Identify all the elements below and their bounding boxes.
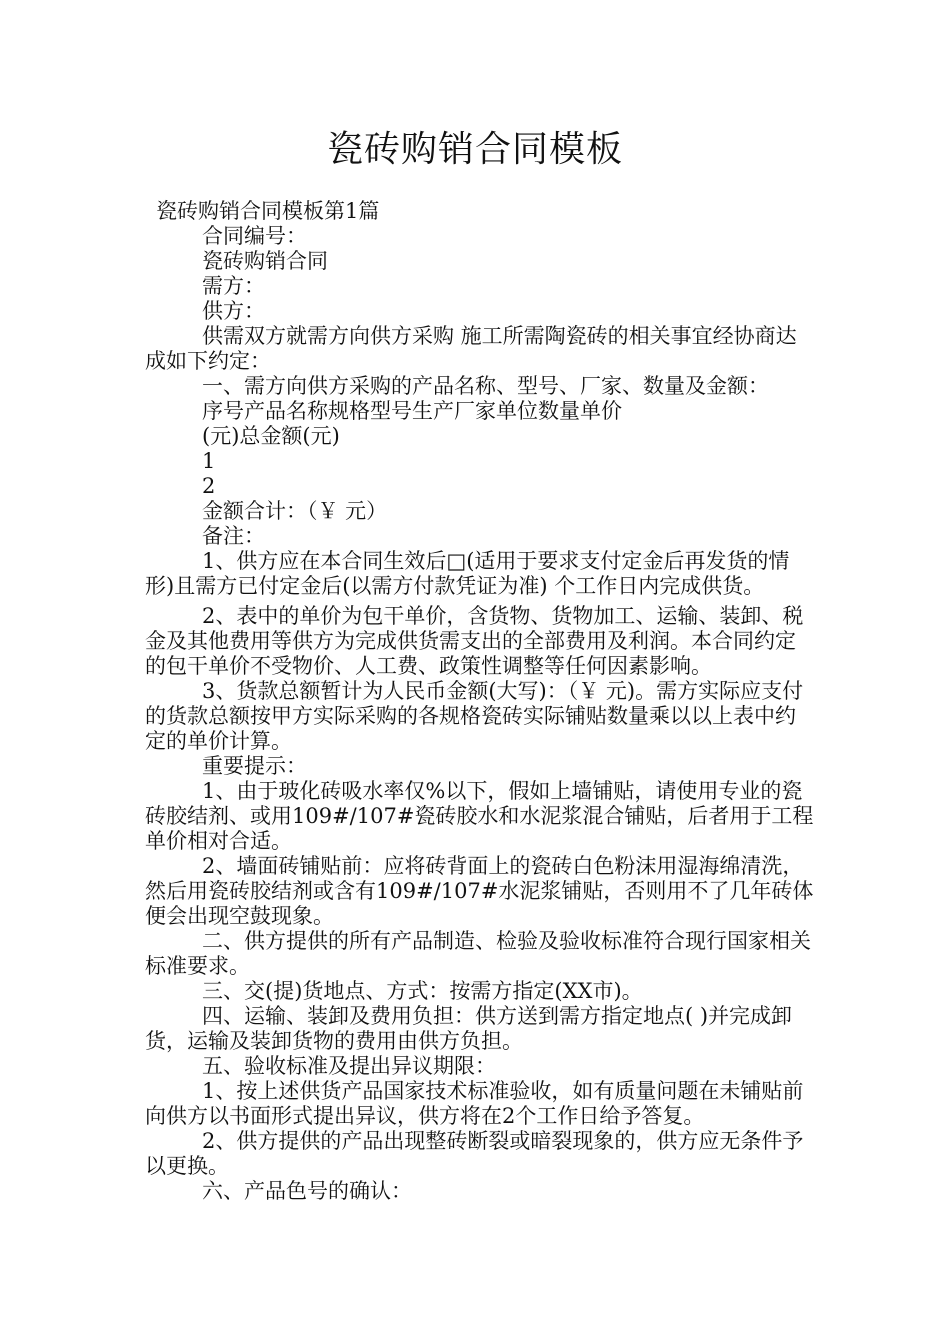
contract-number-label: 合同编号： bbox=[202, 224, 307, 248]
buyer-label: 需方： bbox=[202, 274, 265, 298]
document-subtitle: 瓷砖购销合同模板第1篇 bbox=[156, 199, 380, 223]
section-3: 三、交(提)货地点、方式：按需方指定(XX市)。 bbox=[202, 979, 643, 1003]
supplier-label: 供方： bbox=[202, 299, 265, 323]
table-row-2: 2 bbox=[202, 474, 216, 498]
section-1-heading: 一、需方向供方采购的产品名称、型号、厂家、数量及金额： bbox=[202, 374, 769, 398]
document-body bbox=[145, 224, 815, 1204]
remarks-label: 备注： bbox=[202, 524, 265, 548]
remark-3: 3、货款总额暂计为人民币金额(大写)：（￥ 元)。需方实际应支付的货款总额按甲方实际采购的各规格瓷砖实际铺贴数量乘以以上表中约定的单价计算。 bbox=[145, 679, 804, 753]
contract-name: 瓷砖购销合同 bbox=[202, 249, 328, 273]
section-5-heading: 五、验收标准及提出异议期限： bbox=[202, 1054, 496, 1078]
table-header-line-1: 序号产品名称规格型号生产厂家单位数量单价 bbox=[202, 399, 622, 423]
section-4: 四、运输、装卸及费用负担：供方送到需方指定地点( )并完成卸货，运输及装卸货物的费用由供方负担。 bbox=[145, 1004, 793, 1053]
notice-2: 2、墙面砖铺贴前：应将砖背面上的瓷砖白色粉沫用湿海绵清洗，然后用瓷砖胶结剂或含有109#/107#水泥浆铺贴，否则用不了几年砖体便会出现空鼓现象。 bbox=[145, 854, 814, 928]
remark-1: 1、供方应在本合同生效后□(适用于要求支付定金后再发货的情形)且需方已付定金后(以需方付款凭证为准) 个工作日内完成供货。 bbox=[145, 549, 790, 598]
table-row-1: 1 bbox=[202, 449, 216, 473]
notice-1: 1、由于玻化砖吸水率仅%以下，假如上墙铺贴，请使用专业的瓷砖胶结剂、或用109#/107#瓷砖胶水和水泥浆混合铺贴，后者用于工程单价相对合适。 bbox=[145, 779, 814, 853]
section-6-heading: 六、产品色号的确认： bbox=[202, 1179, 412, 1203]
total-amount-line: 金额合计：（￥ 元） bbox=[202, 499, 388, 523]
document-title: 瓷砖购销合同模板 bbox=[326, 129, 623, 170]
section-5-item-1: 1、按上述供货产品国家技术标准验收，如有质量问题在未铺贴前向供方以书面形式提出异议，供方将在2个工作日给予答复。 bbox=[145, 1079, 804, 1128]
section-2: 二、供方提供的所有产品制造、检验及验收标准符合现行国家相关标准要求。 bbox=[145, 929, 811, 978]
table-header-line-2: (元)总金额(元) bbox=[202, 424, 340, 448]
preamble-paragraph: 供需双方就需方向供方采购 施工所需陶瓷砖的相关事宜经协商达成如下约定： bbox=[145, 324, 797, 373]
important-notice-label: 重要提示： bbox=[202, 754, 307, 778]
section-5-item-2: 2、供方提供的产品出现整砖断裂或暗裂现象的，供方应无条件予以更换。 bbox=[145, 1129, 804, 1178]
remark-2: 2、表中的单价为包干单价，含货物、货物加工、运输、装卸、税金及其他费用等供方为完成供货需支出的全部费用及利润。本合同约定的包干单价不受物价、人工费、政策性调整等任何因素影响。 bbox=[145, 604, 804, 678]
